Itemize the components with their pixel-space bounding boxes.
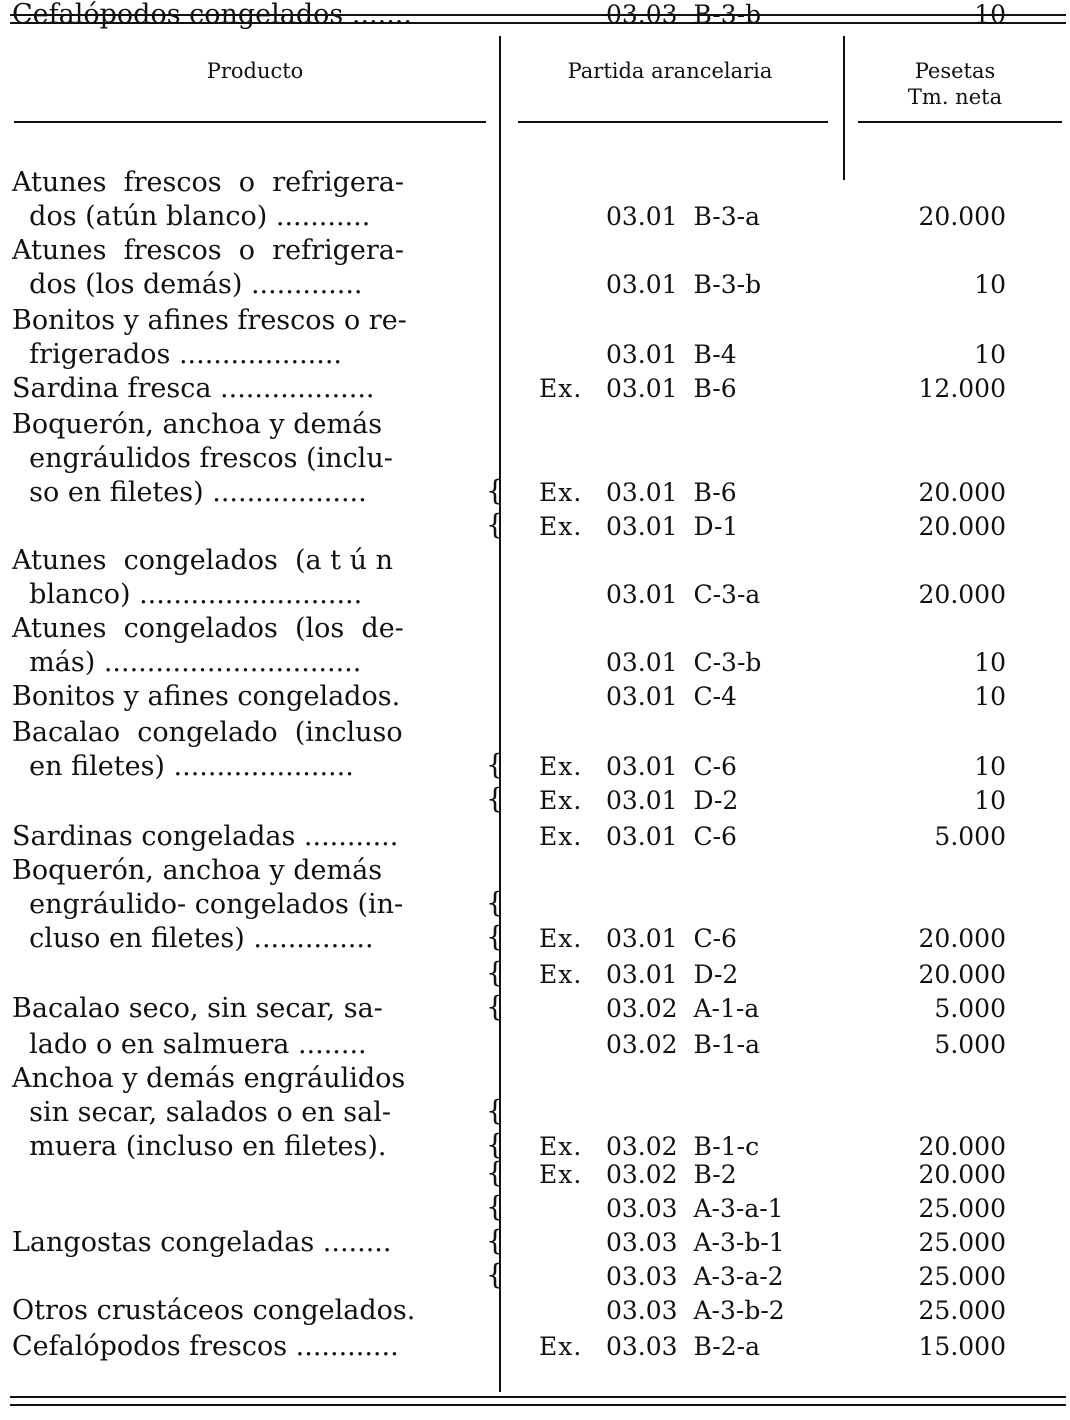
table-row <box>0 682 1070 712</box>
product-text: Bonitos y afines frescos o re- <box>12 305 407 336</box>
table-row <box>0 856 1070 886</box>
table-row <box>0 648 1070 678</box>
pesetas-value: 20.000 <box>918 512 1006 541</box>
brace-mark: { <box>486 1128 504 1161</box>
tariff-code: 03.02 B-1-a <box>606 1030 761 1059</box>
pesetas-value: 5.000 <box>934 822 1006 851</box>
tariff-code: 03.01 B-6 <box>606 374 737 403</box>
header-underline-product <box>14 121 486 123</box>
product-text: engráulido- congelados (in- <box>12 889 404 920</box>
tariff-code: 03.01 C-3-a <box>606 580 761 609</box>
product-text: Boquerón, anchoa y demás <box>12 855 383 886</box>
table-row <box>0 1190 1070 1224</box>
tariff-code: 03.02 A-1-a <box>606 994 760 1023</box>
header-tm-neta: Tm. neta <box>907 85 1003 109</box>
pesetas-value: 20.000 <box>918 960 1006 989</box>
pesetas-value: 20.000 <box>918 1132 1006 1161</box>
tariff-code: 03.01 D-2 <box>606 960 739 989</box>
pesetas-value: 10 <box>974 752 1006 781</box>
tariff-code: 03.01 C-6 <box>606 822 737 851</box>
pesetas-value: 25.000 <box>918 1262 1006 1291</box>
ex-prefix: Ex. <box>539 822 583 851</box>
table-row <box>0 444 1070 474</box>
table-row <box>0 920 1070 954</box>
table-row <box>0 340 1070 370</box>
ex-prefix: Ex. <box>539 960 583 989</box>
brace-mark: { <box>486 1190 504 1223</box>
product-text: Sardinas congeladas ........... <box>12 821 399 852</box>
table-row <box>0 718 1070 748</box>
tariff-code: 03.02 B-1-c <box>606 1132 760 1161</box>
table-row <box>0 748 1070 782</box>
table-row <box>0 546 1070 576</box>
table-row <box>0 474 1070 508</box>
product-text: Cefalópodos frescos ............ <box>12 1331 399 1362</box>
product-text: so en filetes) .................. <box>12 477 367 508</box>
brace-mark: { <box>486 920 504 953</box>
tariff-code: 03.03 A-3-a-1 <box>606 1194 784 1223</box>
header-underline-partida <box>518 121 828 123</box>
table-row <box>0 508 1070 542</box>
ex-prefix: Ex. <box>539 924 583 953</box>
table-row <box>0 1094 1070 1128</box>
pesetas-value: 25.000 <box>918 1194 1006 1223</box>
tariff-code: 03.01 B-3-b <box>606 270 762 299</box>
ex-prefix: Ex. <box>539 786 583 815</box>
product-text: cluso en filetes) .............. <box>12 923 374 954</box>
ex-prefix: Ex. <box>539 1332 583 1361</box>
product-text: muera (incluso en filetes). <box>12 1131 387 1162</box>
table-row <box>0 1156 1070 1190</box>
table-row <box>0 374 1070 404</box>
table-row <box>0 1258 1070 1292</box>
ex-prefix: Ex. <box>539 752 583 781</box>
product-text: Otros crustáceos congelados. <box>12 1295 416 1326</box>
table-row <box>0 580 1070 610</box>
table-row <box>0 168 1070 198</box>
table-row <box>0 822 1070 852</box>
table-row <box>0 306 1070 336</box>
product-text: Langostas congeladas ........ <box>12 1227 392 1258</box>
tariff-code: 03.01 C-6 <box>606 752 737 781</box>
table-row <box>0 1224 1070 1258</box>
table-row <box>0 1128 1070 1162</box>
table-row <box>0 886 1070 920</box>
pesetas-value: 10 <box>974 270 1006 299</box>
brace-mark: { <box>486 886 504 919</box>
pesetas-value: 5.000 <box>934 994 1006 1023</box>
product-text: en filetes) ..................... <box>12 751 354 782</box>
brace-mark: { <box>486 990 504 1023</box>
table-row <box>0 1064 1070 1094</box>
product-text: Sardina fresca .................. <box>12 373 375 404</box>
product-text: Anchoa y demás engráulidos <box>12 1063 406 1094</box>
pesetas-value: 20.000 <box>918 202 1006 231</box>
tariff-code: 03.01 B-4 <box>606 340 737 369</box>
table-row <box>0 1030 1070 1060</box>
table-row <box>0 1296 1070 1326</box>
pesetas-value: 20.000 <box>918 924 1006 953</box>
product-text: Cefalópodos congelados ....... <box>12 0 412 30</box>
product-text: Atunes frescos o refrigera- <box>12 235 405 266</box>
product-text: Bacalao seco, sin secar, sa- <box>12 993 383 1024</box>
tariff-code: 03.01 D-2 <box>606 786 739 815</box>
ex-prefix: Ex. <box>539 1132 583 1161</box>
table-row <box>0 410 1070 440</box>
table-row <box>0 0 1070 30</box>
column-divider-2 <box>843 36 845 180</box>
header-pesetas: Pesetas <box>914 59 996 83</box>
bottom-rule-1 <box>10 1396 1066 1398</box>
tariff-code: 03.03 B-2-a <box>606 1332 761 1361</box>
table-row <box>0 990 1070 1024</box>
bottom-rule-2 <box>10 1404 1066 1406</box>
tariff-code: 03.03 B-3-b <box>606 0 762 29</box>
product-text: blanco) .......................... <box>12 579 363 610</box>
brace-mark: { <box>486 474 504 507</box>
product-text: Atunes frescos o refrigera- <box>12 167 405 198</box>
pesetas-value: 10 <box>974 786 1006 815</box>
brace-mark: { <box>486 508 504 541</box>
product-text: Boquerón, anchoa y demás <box>12 409 383 440</box>
tariff-code: 03.01 C-4 <box>606 682 737 711</box>
product-text: Bacalao congelado (incluso <box>12 717 403 748</box>
brace-mark: { <box>486 956 504 989</box>
ex-prefix: Ex. <box>539 1160 583 1189</box>
brace-mark: { <box>486 1094 504 1127</box>
brace-mark: { <box>486 1258 504 1291</box>
header-partida: Partida arancelaria <box>567 59 773 83</box>
table-row <box>0 1332 1070 1362</box>
ex-prefix: Ex. <box>539 374 583 403</box>
brace-mark: { <box>486 748 504 781</box>
pesetas-value: 20.000 <box>918 478 1006 507</box>
product-text: dos (los demás) ............. <box>12 269 363 300</box>
product-text: Atunes congelados (los de- <box>12 613 404 644</box>
pesetas-value: 5.000 <box>934 1030 1006 1059</box>
pesetas-value: 20.000 <box>918 580 1006 609</box>
tariff-code: 03.01 C-6 <box>606 924 737 953</box>
product-text: Bonitos y afines congelados. <box>12 681 401 712</box>
product-text: sin secar, salados o en sal- <box>12 1097 391 1128</box>
product-text: lado o en salmuera ........ <box>12 1029 367 1060</box>
pesetas-value: 25.000 <box>918 1296 1006 1325</box>
table-row <box>0 236 1070 266</box>
product-text: frigerados ................... <box>12 339 343 370</box>
ex-prefix: Ex. <box>539 512 583 541</box>
tariff-code: 03.03 A-3-a-2 <box>606 1262 784 1291</box>
product-text: Atunes congelados (a t ú n <box>12 545 393 576</box>
brace-mark: { <box>486 1156 504 1189</box>
table-row <box>0 614 1070 644</box>
table-row <box>0 782 1070 816</box>
brace-mark: { <box>486 782 504 815</box>
header-product: Producto <box>206 59 304 83</box>
pesetas-value: 10 <box>974 0 1006 29</box>
tariff-code: 03.01 C-3-b <box>606 648 762 677</box>
pesetas-value: 15.000 <box>918 1332 1006 1361</box>
pesetas-value: 25.000 <box>918 1228 1006 1257</box>
tariff-code: 03.02 B-2 <box>606 1160 737 1189</box>
table-row <box>0 270 1070 300</box>
pesetas-value: 10 <box>974 648 1006 677</box>
brace-mark: { <box>486 1224 504 1257</box>
header-underline-pesetas <box>858 121 1062 123</box>
pesetas-value: 10 <box>974 340 1006 369</box>
table-row <box>0 956 1070 990</box>
tariff-code: 03.01 D-1 <box>606 512 739 541</box>
ex-prefix: Ex. <box>539 478 583 507</box>
tariff-code: 03.03 A-3-b-2 <box>606 1296 785 1325</box>
pesetas-value: 12.000 <box>918 374 1006 403</box>
tariff-code: 03.01 B-3-a <box>606 202 761 231</box>
table-row <box>0 202 1070 232</box>
tariff-code: 03.01 B-6 <box>606 478 737 507</box>
product-text: más) .............................. <box>12 647 362 678</box>
tariff-code: 03.03 A-3-b-1 <box>606 1228 785 1257</box>
product-text: engráulidos frescos (inclu- <box>12 443 393 474</box>
pesetas-value: 20.000 <box>918 1160 1006 1189</box>
pesetas-value: 10 <box>974 682 1006 711</box>
product-text: dos (atún blanco) ........... <box>12 201 371 232</box>
